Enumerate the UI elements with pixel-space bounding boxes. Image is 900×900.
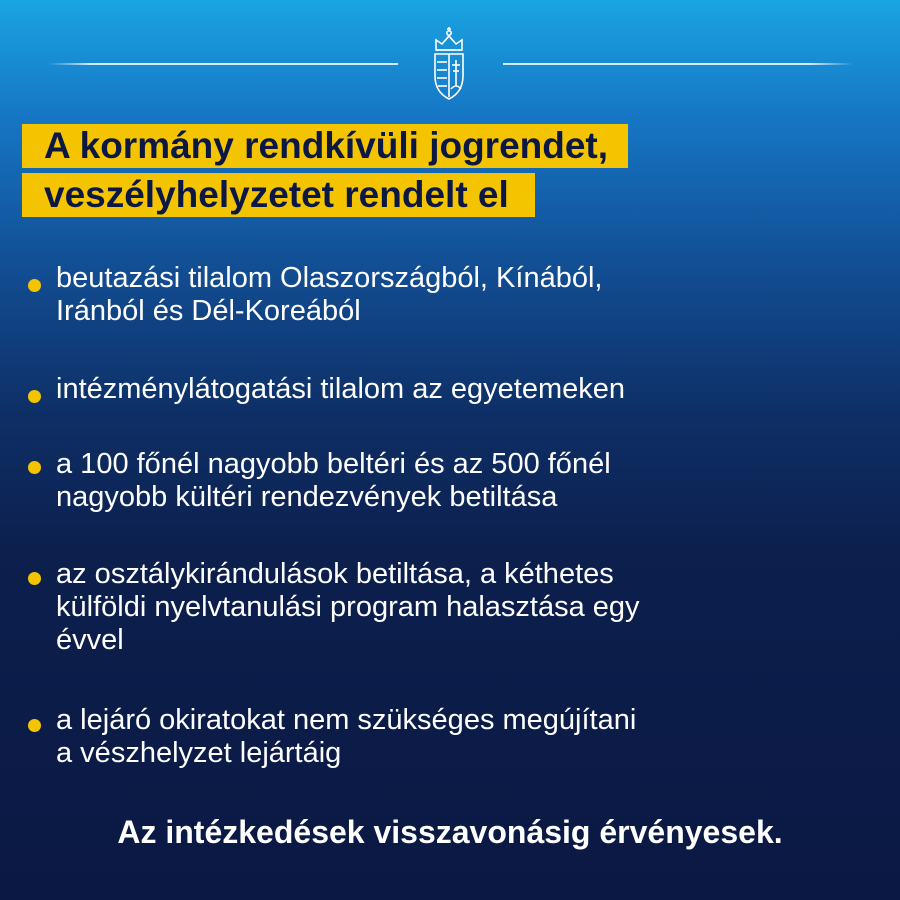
header-divider-right xyxy=(503,63,853,65)
headline-line-1: A kormány rendkívüli jogrendet, xyxy=(22,124,628,168)
list-item-text: beutazási tilalom Olaszországból, Kínából, Iránból és Dél-Koreából xyxy=(56,262,603,327)
bullet-dot-icon xyxy=(28,390,41,403)
list-item-text: az osztálykirándulások betiltása, a kéthetes külföldi nyelvtanulási program halasztása egy évvel xyxy=(56,558,640,656)
list-item-text: a lejáró okiratokat nem szükséges megújítani a vészhelyzet lejártáig xyxy=(56,704,637,769)
headline xyxy=(22,124,628,217)
bullet-dot-icon xyxy=(28,461,41,474)
coat-of-arms-icon xyxy=(428,26,470,102)
headline-line-2: veszélyhelyzetet rendelt el xyxy=(22,173,535,217)
bullet-dot-icon xyxy=(28,572,41,585)
header-divider-left xyxy=(48,63,398,65)
footer-note: Az intézkedések visszavonásig érvényesek. xyxy=(117,814,783,850)
list-item-text: intézménylátogatási tilalom az egyetemeken xyxy=(56,373,626,405)
bullet-dot-icon xyxy=(28,279,41,292)
list-item-text: a 100 főnél nagyobb beltéri és az 500 főnél nagyobb kültéri rendezvények betiltása xyxy=(56,448,611,513)
bullet-dot-icon xyxy=(28,719,41,732)
